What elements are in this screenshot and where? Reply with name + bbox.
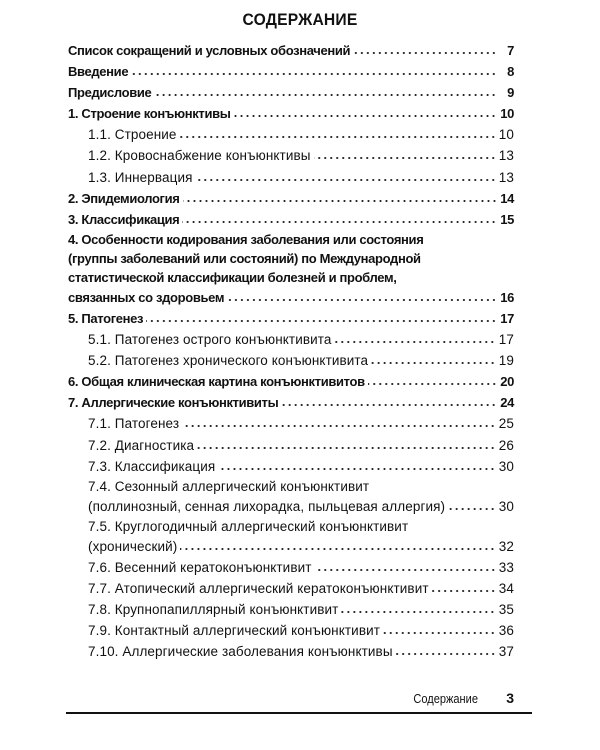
toc-chapter-entry[interactable]	[68, 61, 514, 82]
toc-page-number: 19	[498, 353, 514, 369]
toc-entry-line	[88, 350, 514, 371]
dot-leader	[448, 507, 496, 511]
toc-entry-title: (поллинозный, сенная лихорадка, пыльцевая аллергия)	[88, 498, 446, 514]
toc-page-number: 37	[498, 644, 514, 660]
toc-page-number: 30	[498, 498, 514, 514]
dot-leader	[314, 156, 496, 160]
toc-page-number: 9	[507, 85, 514, 101]
toc-entry-title: 1.3. Иннервация	[88, 169, 193, 185]
toc-page-number: 20	[500, 374, 514, 390]
toc-entry-line	[88, 477, 514, 496]
toc-entry-line	[88, 456, 514, 477]
toc-entry-title: 6. Общая клиническая картина конъюнктивитов	[68, 374, 365, 390]
toc-subsection-entry[interactable]	[68, 557, 514, 578]
toc-chapter-entry[interactable]	[68, 40, 514, 61]
dot-leader	[341, 610, 495, 614]
toc-entry-line	[88, 578, 514, 599]
toc-subsection-entry[interactable]	[68, 599, 514, 620]
toc-entry-line	[68, 268, 514, 287]
toc-subsection-entry[interactable]	[68, 620, 514, 641]
toc-chapter-entry[interactable]	[68, 308, 514, 329]
toc-entry-title: 7.8. Крупнопапиллярный конъюнктивит	[88, 602, 339, 618]
toc-entry-title: Введение	[68, 64, 129, 80]
dot-leader	[383, 631, 496, 635]
toc-entry-title: 5.1. Патогенез острого конъюнктивита	[88, 332, 332, 348]
toc-page-number: 10	[500, 106, 514, 122]
toc-entry-title: (хронический)	[88, 538, 178, 554]
dot-leader	[154, 93, 497, 97]
toc-entry-title: 5. Патогенез	[68, 310, 144, 326]
toc-entry-title: 7.10. Аллергические заболевания конъюнктивы	[88, 644, 393, 660]
toc-entry-title: 7.5. Круглогодичный аллергический конъюнктивит	[88, 518, 409, 534]
toc-chapter-entry[interactable]	[68, 371, 514, 392]
table-of-contents	[68, 40, 514, 662]
toc-entry-line	[88, 329, 514, 350]
dot-leader	[315, 568, 496, 572]
toc-chapter-entry[interactable]	[68, 209, 514, 230]
dot-leader	[196, 178, 496, 182]
toc-page-number: 16	[500, 289, 514, 305]
toc-entry-line	[68, 40, 514, 61]
toc-chapter-entry[interactable]	[68, 103, 514, 124]
toc-entry-title: Список сокращений и условных обозначений	[68, 43, 351, 58]
dot-leader	[131, 72, 497, 76]
toc-entry-title: 1.1. Строение	[88, 127, 177, 143]
toc-subsection-entry[interactable]	[68, 641, 514, 662]
toc-entry-line	[68, 188, 514, 209]
toc-page-number: 8	[507, 64, 514, 80]
toc-page-number: 33	[498, 559, 514, 575]
toc-entry-line	[88, 557, 514, 578]
toc-page-number: 15	[500, 211, 514, 227]
toc-page-number: 25	[498, 416, 514, 432]
dot-leader	[281, 403, 497, 407]
toc-subsection-entry[interactable]	[68, 329, 514, 350]
toc-entry-line	[68, 371, 514, 392]
toc-chapter-entry[interactable]	[68, 82, 514, 103]
toc-page-number: 7	[507, 43, 514, 58]
toc-entry-line	[88, 517, 514, 536]
toc-entry-line	[68, 82, 514, 103]
toc-page-number: 30	[498, 458, 514, 474]
dot-leader	[182, 424, 496, 428]
toc-entry-title: (группы заболеваний или состояний) по Международной	[68, 250, 421, 266]
dot-leader	[180, 547, 495, 551]
dot-leader	[227, 298, 497, 302]
toc-subsection-entry[interactable]	[68, 435, 514, 456]
toc-entry-title: 7.9. Контактный аллергический конъюнктивит	[88, 623, 381, 639]
toc-entry-line	[88, 536, 514, 557]
toc-entry-line	[88, 167, 514, 188]
dot-leader	[180, 135, 496, 139]
toc-subsection-entry[interactable]	[68, 413, 514, 434]
toc-page-number: 36	[498, 623, 514, 639]
toc-entry-title: 7.7. Атопический аллергический кератоконъюнктивит	[88, 580, 429, 596]
dot-leader	[146, 319, 497, 323]
toc-entry-line	[88, 145, 514, 166]
footer-page-number: 3	[506, 690, 514, 706]
toc-entry-line	[68, 249, 514, 268]
footer-rule	[66, 712, 532, 714]
toc-entry-title: Предисловие	[68, 85, 152, 101]
toc-entry-line	[68, 103, 514, 124]
toc-page-number: 24	[500, 395, 514, 411]
toc-page-number: 13	[498, 148, 514, 164]
toc-entry-title: 7.2. Диагностика	[88, 437, 195, 453]
running-footer	[68, 690, 514, 706]
toc-entry-title: 7.6. Весенний кератоконъюнктивит	[88, 559, 312, 575]
toc-page-number: 32	[498, 538, 514, 554]
toc-chapter-entry[interactable]	[68, 230, 514, 308]
toc-subsection-entry[interactable]	[68, 578, 514, 599]
toc-entry-line	[68, 392, 514, 413]
toc-entry-title: 3. Классификация	[68, 211, 180, 227]
toc-page-number: 17	[500, 310, 514, 326]
toc-entry-title: статистической классификации болезней и проблем,	[68, 269, 397, 285]
toc-page-number: 14	[500, 190, 514, 206]
toc-subsection-entry[interactable]	[68, 477, 514, 517]
page-title: СОДЕРЖАНИЕ	[242, 10, 358, 29]
dot-leader	[233, 114, 497, 118]
toc-chapter-entry[interactable]	[68, 188, 514, 209]
toc-page-number: 34	[498, 580, 514, 596]
toc-subsection-entry[interactable]	[68, 124, 514, 145]
toc-entry-line	[88, 620, 514, 641]
toc-entry-title: 4. Особенности кодирования заболевания или состояния	[68, 231, 424, 247]
dot-leader	[353, 51, 497, 55]
toc-entry-title: 1.2. Кровоснабжение конъюнктивы	[88, 148, 311, 164]
toc-subsection-entry[interactable]	[68, 145, 514, 166]
toc-entry-title: 7.4. Сезонный аллергический конъюнктивит	[88, 478, 370, 494]
toc-entry-line	[88, 641, 514, 662]
toc-entry-title: 7.1. Патогенез	[88, 416, 180, 432]
toc-subsection-entry[interactable]	[68, 517, 514, 557]
toc-subsection-entry[interactable]	[68, 456, 514, 477]
toc-page-number: 17	[498, 332, 514, 348]
toc-entry-line	[68, 209, 514, 230]
toc-subsection-entry[interactable]	[68, 167, 514, 188]
dot-leader	[396, 652, 496, 656]
toc-entry-line	[68, 61, 514, 82]
toc-page-number: 35	[498, 602, 514, 618]
toc-entry-title: 7.3. Классификация	[88, 458, 216, 474]
dot-leader	[334, 340, 495, 344]
toc-entry-title: связанных со здоровьем	[68, 289, 225, 305]
toc-entry-line	[88, 496, 514, 517]
toc-entry-line	[68, 308, 514, 329]
toc-entry-title: 5.2. Патогенез хронического конъюнктивита	[88, 353, 369, 369]
toc-entry-line	[88, 435, 514, 456]
toc-subsection-entry[interactable]	[68, 350, 514, 371]
toc-chapter-entry[interactable]	[68, 392, 514, 413]
footer-section-label: Содержание	[413, 691, 479, 706]
dot-leader	[218, 467, 495, 471]
toc-entry-line	[88, 124, 514, 145]
toc-page-number: 26	[498, 437, 514, 453]
toc-page-number: 13	[498, 169, 514, 185]
toc-entry-title: 7. Аллергические конъюнктивиты	[68, 395, 279, 411]
toc-entry-line	[88, 413, 514, 434]
dot-leader	[432, 589, 496, 593]
dot-leader	[182, 220, 497, 224]
toc-page-number: 10	[498, 127, 514, 143]
dot-leader	[183, 199, 497, 203]
dot-leader	[371, 361, 496, 365]
toc-entry-line	[68, 287, 514, 308]
dot-leader	[368, 382, 497, 386]
toc-entry-title: 2. Эпидемиология	[68, 190, 180, 206]
dot-leader	[197, 446, 496, 450]
toc-entry-line	[88, 599, 514, 620]
toc-entry-title: 1. Строение конъюнктивы	[68, 106, 231, 122]
toc-entry-line	[68, 230, 514, 249]
